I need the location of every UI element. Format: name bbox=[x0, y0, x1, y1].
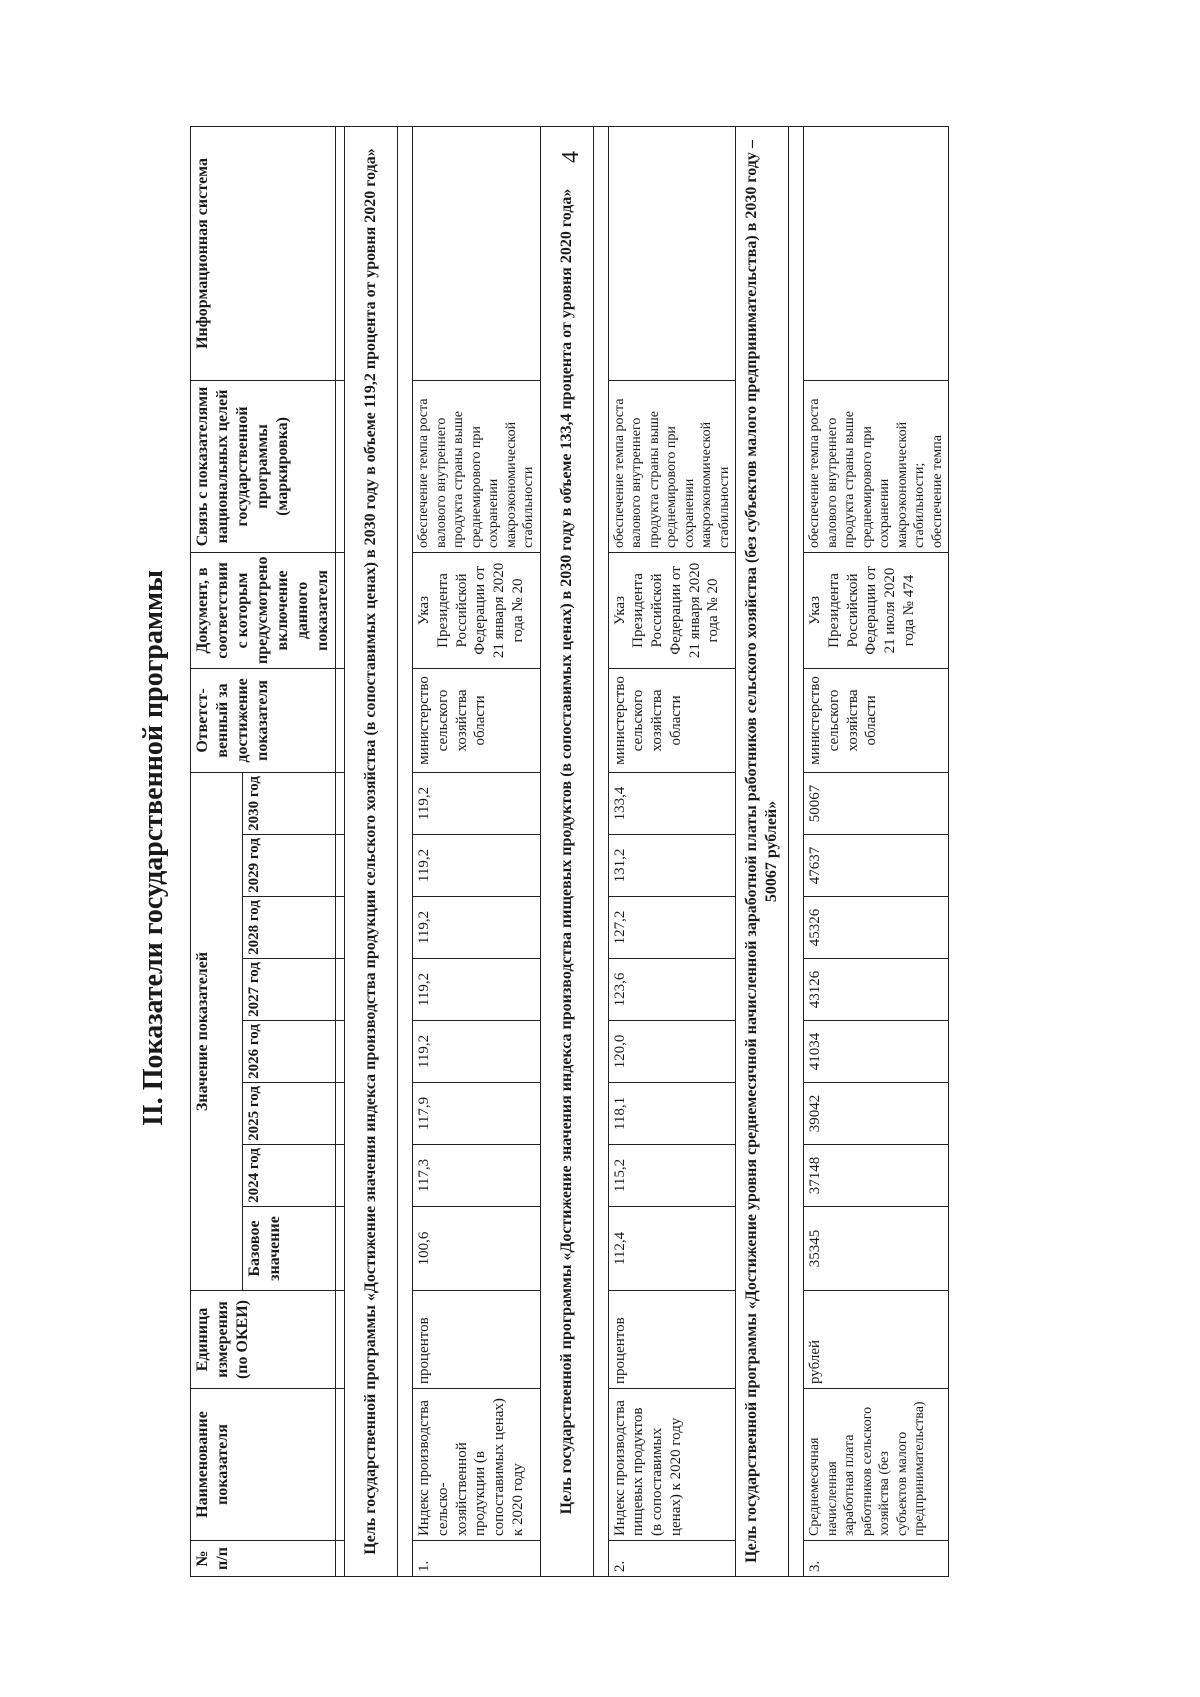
row-name: Индекс производства сельско-хозяйственной продукции (в сопоставимых ценах) к 2020 году bbox=[413, 1389, 541, 1541]
row-year-2027: 43126 bbox=[804, 959, 949, 1021]
row-year-2024: 115,2 bbox=[608, 1145, 736, 1207]
header-year-2025: 2025 год bbox=[242, 1083, 335, 1145]
row-responsible: министерство сельского хозяйства области bbox=[413, 668, 541, 772]
header-year-2029: 2029 год bbox=[242, 835, 335, 897]
row-year-2029: 131,2 bbox=[608, 835, 736, 897]
goal-text: Цель государственной программы «Достижение значения индекса производства продукции сельского хозяйства (в сопоставимых ценах) в 2030 году в объеме 119,2 процента от уровня 2020 года» bbox=[345, 126, 398, 1576]
page-number: 4 bbox=[558, 151, 584, 163]
goal-row-1 bbox=[345, 126, 398, 1576]
rotated-document-page bbox=[138, 93, 1050, 1603]
header-spacer-row bbox=[336, 126, 345, 1576]
row-year-2028: 45326 bbox=[804, 897, 949, 959]
header-year-2030: 2030 год bbox=[242, 772, 335, 834]
header-year-2024: 2024 год bbox=[242, 1145, 335, 1207]
row-year-2026: 41034 bbox=[804, 1021, 949, 1083]
header-values-group: Значение показателей bbox=[191, 772, 243, 1290]
row-unit: рублей bbox=[804, 1291, 949, 1389]
spacer-row bbox=[398, 126, 413, 1576]
row-year-2026: 120,0 bbox=[608, 1021, 736, 1083]
row-num: 2. bbox=[608, 1541, 736, 1577]
header-num: № п/п bbox=[191, 1541, 336, 1577]
row-document: Указ Президента Российской Федерации от 21 января 2020 года № 20 bbox=[608, 552, 736, 668]
goal-row-3 bbox=[736, 126, 789, 1576]
goal-text: Цель государственной программы «Достижение значения индекса производства пищевых продуктов (в сопоставимых ценах) в 2030 году в объеме 133,4 процента от уровня 2020 года» bbox=[540, 126, 593, 1576]
header-year-2027: 2027 год bbox=[242, 959, 335, 1021]
row-link: обеспечение темпа роста валового внутреннего продукта страны выше среднемирового при сохранении макроэкономической стабильности; обеспечение темпа bbox=[804, 380, 949, 552]
table-row bbox=[804, 126, 949, 1576]
header-year-2028: 2028 год bbox=[242, 897, 335, 959]
header-year-2026: 2026 год bbox=[242, 1021, 335, 1083]
indicators-table bbox=[190, 126, 949, 1577]
row-year-2026: 119,2 bbox=[413, 1021, 541, 1083]
table-row bbox=[413, 126, 541, 1576]
row-base: 112,4 bbox=[608, 1207, 736, 1291]
header-link: Связь с показателями национальных целей государственной программы (маркировка) bbox=[191, 380, 336, 552]
header-document: Документ, в соответствии с которым предусмотрено включение данного показателя bbox=[191, 552, 336, 668]
row-unit: процентов bbox=[608, 1291, 736, 1389]
row-year-2030: 133,4 bbox=[608, 772, 736, 834]
page-title: II. Показатели государственной программы bbox=[138, 570, 169, 1127]
row-num: 3. bbox=[804, 1541, 949, 1577]
row-link: обеспечение темпа роста валового внутреннего продукта страны выше среднемирового при сохранении макроэкономической стабильности bbox=[608, 380, 736, 552]
row-link: обеспечение темпа роста валового внутреннего продукта страны выше среднемирового при сохранении макроэкономической стабильности bbox=[413, 380, 541, 552]
row-responsible: министерство сельского хозяйства области bbox=[608, 668, 736, 772]
row-system bbox=[804, 126, 949, 380]
row-base: 35345 bbox=[804, 1207, 949, 1291]
row-year-2024: 37148 bbox=[804, 1145, 949, 1207]
goal-row-2 bbox=[540, 126, 593, 1576]
row-year-2030: 50067 bbox=[804, 772, 949, 834]
row-system bbox=[608, 126, 736, 380]
header-system: Информационная система bbox=[191, 126, 336, 380]
row-year-2025: 117,9 bbox=[413, 1083, 541, 1145]
header-base: Базовое значение bbox=[242, 1207, 335, 1291]
row-num: 1. bbox=[413, 1541, 541, 1577]
row-unit: процентов bbox=[413, 1291, 541, 1389]
row-year-2025: 118,1 bbox=[608, 1083, 736, 1145]
row-year-2027: 119,2 bbox=[413, 959, 541, 1021]
row-year-2028: 127,2 bbox=[608, 897, 736, 959]
row-base: 100,6 bbox=[413, 1207, 541, 1291]
row-year-2024: 117,3 bbox=[413, 1145, 541, 1207]
row-year-2029: 119,2 bbox=[413, 835, 541, 897]
row-year-2030: 119,2 bbox=[413, 772, 541, 834]
header-name: Наименование показателя bbox=[191, 1389, 336, 1541]
header-row-1 bbox=[191, 126, 243, 1576]
spacer-row bbox=[593, 126, 608, 1576]
table-row bbox=[608, 126, 736, 1576]
row-year-2028: 119,2 bbox=[413, 897, 541, 959]
header-responsible: Ответст-венный за достижение показателя bbox=[191, 668, 336, 772]
row-name: Среднемесячная начисленная заработная плата работников сельского хозяйства (без субъектов малого предпринимательства) bbox=[804, 1389, 949, 1541]
row-year-2029: 47637 bbox=[804, 835, 949, 897]
row-document: Указ Президента Российской Федерации от 21 января 2020 года № 20 bbox=[413, 552, 541, 668]
row-year-2027: 123,6 bbox=[608, 959, 736, 1021]
row-document: Указ Президента Российской Федерации от 21 июля 2020 года № 474 bbox=[804, 552, 949, 668]
row-name: Индекс производства пищевых продуктов (в сопоставимых ценах) к 2020 году bbox=[608, 1389, 736, 1541]
spacer-row bbox=[789, 126, 804, 1576]
goal-text: Цель государственной программы «Достижение уровня среднемесячной начисленной заработной платы работников сельского хозяйства (без субъектов малого предпринимательства) в 2030 году – 50067 рублей» bbox=[736, 126, 789, 1576]
row-system bbox=[413, 126, 541, 380]
row-year-2025: 39042 bbox=[804, 1083, 949, 1145]
row-responsible: министерство сельского хозяйства области bbox=[804, 668, 949, 772]
header-unit: Единица измерения (по ОКЕИ) bbox=[191, 1291, 336, 1389]
